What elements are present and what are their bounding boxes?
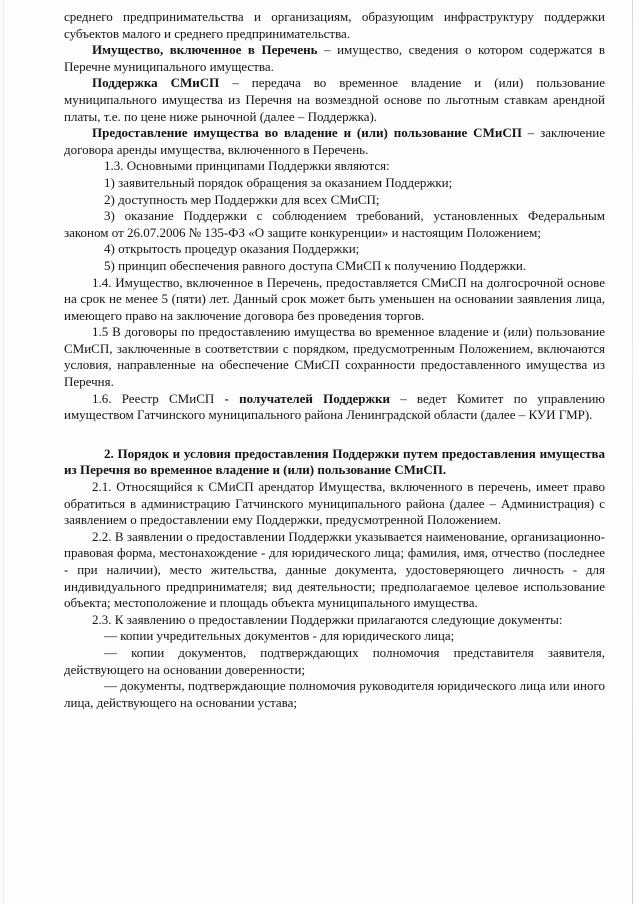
paragraph-2-2: 2.2. В заявлении о предоставлении Поддержки указывается наименование, организационно-правовая форма, местонахождение - для юридического лица; фамилия, имя, отчество (последнее - при наличии), место жительства, данные документа, удостоверяющего личность - для индивидуального предпринимателя; вид деятельности; предполагаемое целевое использование объекта; местоположение и площадь объекта муниципального имущества. bbox=[64, 528, 605, 611]
scan-edge-right bbox=[632, 0, 633, 904]
document-list-item: — копии учредительных документов - для юридического лица; bbox=[104, 628, 455, 644]
principle-item: 3) оказание Поддержки с соблюдением требований, установленных Федеральным законом от 26.07.2006 № 135-ФЗ «О защите конкуренции» и настоящим Положением; bbox=[64, 208, 605, 240]
definition-term: Предоставление имущества во владение и (или) пользование СМиСП bbox=[92, 125, 522, 141]
document-list-item: — документы, подтверждающие полномочия руководителя юридического лица или иного лица, действующего на основании устава; bbox=[64, 678, 605, 710]
definition-text: – передача во временное владение и (или) пользование муниципального имущества из Перечня на возмездной основе по льготным ставкам арендной платы, т.е. по цене ниже рыночной (далее – Поддержка). bbox=[64, 75, 605, 124]
section-2-heading: 2. Порядок и условия предоставления Поддержки путем предоставления имущества из Перечня во временное владение и (или) пользование СМиСП. bbox=[64, 445, 605, 478]
scan-edge-left bbox=[3, 0, 4, 904]
definition-text: – имущество, сведения о котором содержатся в Перечне муниципального имущества. bbox=[64, 42, 605, 74]
definition-support bbox=[64, 75, 605, 125]
principles-intro: 1.3. Основными принципами Поддержки являются: bbox=[104, 158, 390, 174]
definition-property bbox=[64, 42, 605, 75]
paragraph-1-5: 1.5 В договоры по предоставлению имущества во временное владение и (или) пользование СМиСП, заключенные в соответствии с порядком, предусмотренным Положением, включаются условия, направленные на обеспечение СМиСП сохранности предоставленного имущества из Перечня. bbox=[64, 324, 605, 390]
document-body bbox=[64, 9, 605, 711]
principle-item: 4) открытость процедур оказания Поддержки; bbox=[104, 241, 360, 257]
registry-start: 1.6. Реестр СМиСП bbox=[92, 390, 225, 406]
paragraph-continuation: среднего предпринимательства и организациям, образующим инфраструктуру поддержки субъектов малого и среднего предпринимательства. bbox=[64, 9, 605, 41]
principle-item: 5) принцип обеспечения равного доступа СМиСП к получению Поддержки. bbox=[104, 257, 527, 273]
definition-term: Имущество, включенное в Перечень bbox=[92, 42, 318, 58]
definition-term: Поддержка СМиСП bbox=[92, 75, 220, 91]
paragraph-1-6 bbox=[64, 391, 605, 424]
paragraph-1-4: 1.4. Имущество, включенное в Перечень, предоставляется СМиСП на долгосрочной основе на срок не менее 5 (пяти) лет. Данный срок может быть уменьшен на основании заявления лица, имеющего право на заключение договора без проведения торгов. bbox=[64, 274, 605, 323]
paragraph-2-1: 2.1. Относящийся к СМиСП арендатор Имущества, включенного в перечень, имеет право обратиться в администрацию Гатчинского муниципального района (далее – Администрация) с заявлением о предоставлении ему Поддержки, предусмотренной Положением. bbox=[64, 479, 605, 528]
document-list-item: — копии документов, подтверждающих полномочия представителя заявителя, действующего на основании доверенности; bbox=[64, 644, 605, 677]
principle-item: 2) доступность мер Поддержки для всех СМиСП; bbox=[104, 191, 380, 207]
registry-bold: - получателей Поддержки bbox=[224, 390, 390, 406]
paragraph-2-3: 2.3. К заявлению о предоставлении Поддержки прилагаются следующие документы: bbox=[92, 611, 563, 627]
principle-item: 1) заявительный порядок обращения за оказанием Поддержки; bbox=[104, 174, 453, 190]
definition-provision bbox=[64, 125, 605, 158]
definition-text: – заключение договора аренды имущества, включенного в Перечень. bbox=[64, 125, 606, 157]
registry-end: – ведет Комитет по управлению имуществом Гатчинского муниципального района Ленинградской области (далее – КУИ ГМР). bbox=[64, 390, 606, 423]
